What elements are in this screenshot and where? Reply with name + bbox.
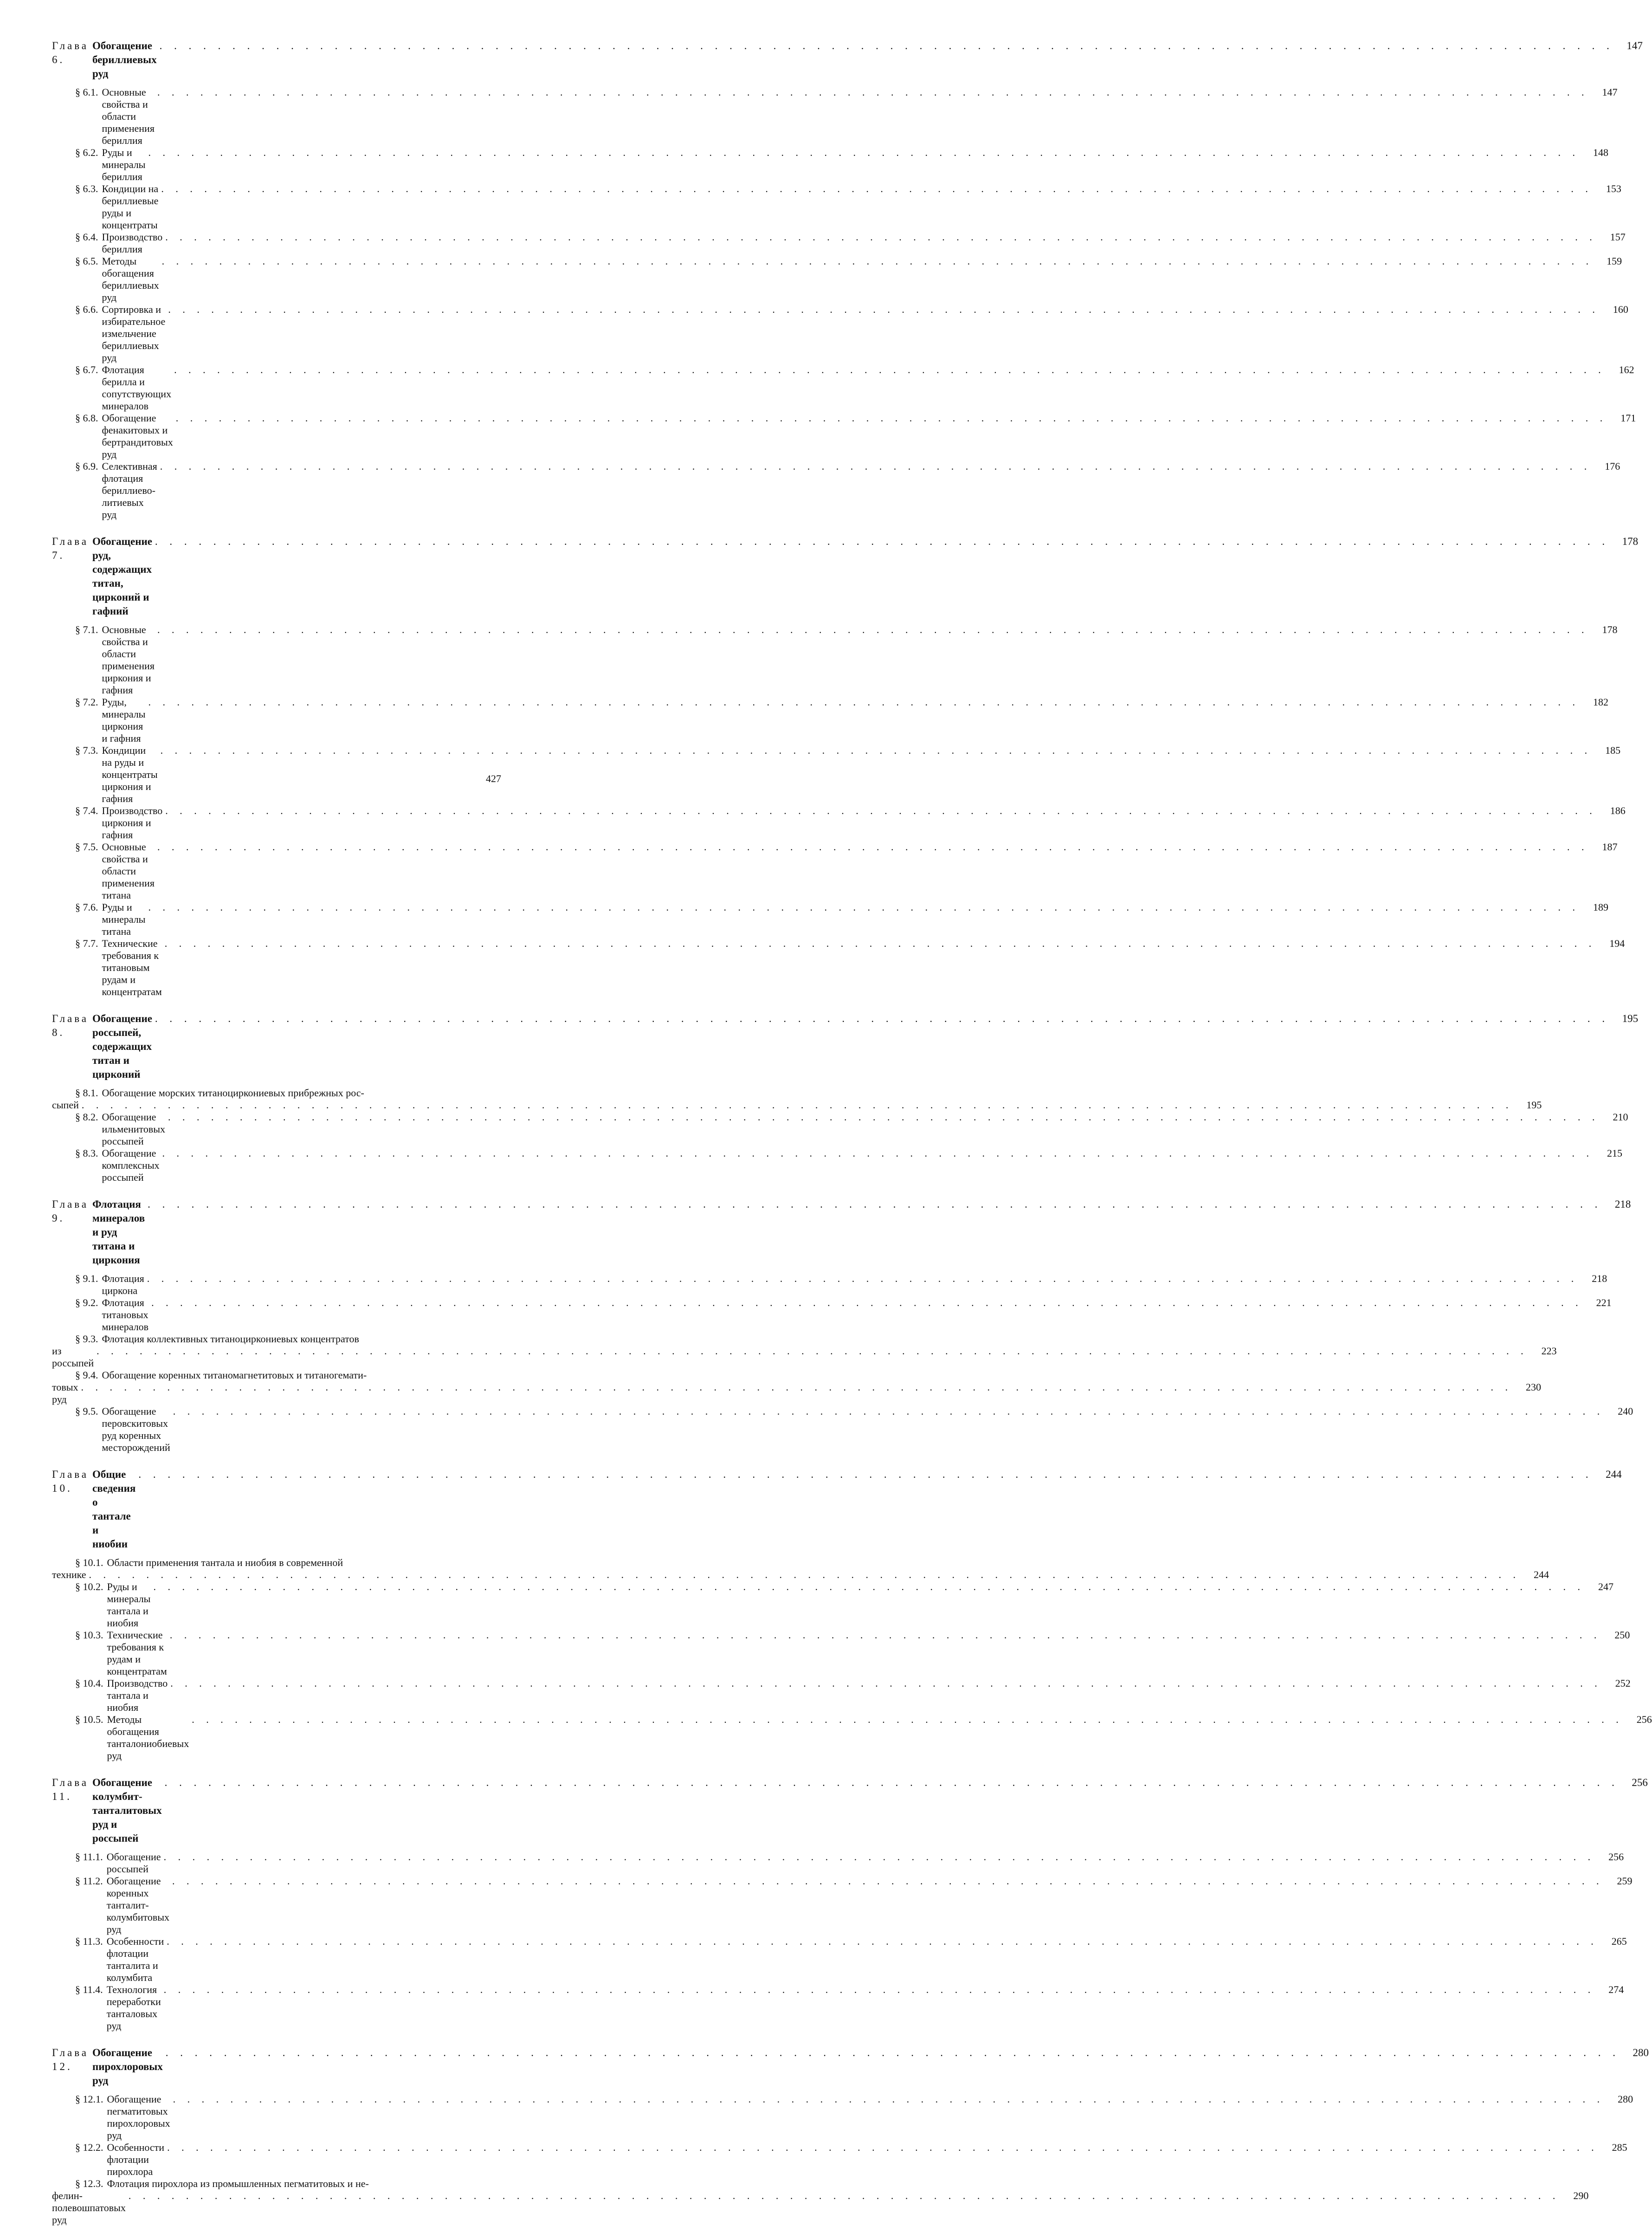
section-entry[interactable] — [75, 1147, 501, 1184]
section-entry[interactable] — [75, 1714, 501, 1762]
dot-leader — [155, 1012, 1609, 1026]
section-number: § 6.2. — [75, 147, 98, 159]
section-page: 195 — [1516, 1099, 1542, 1111]
section-page: 153 — [1595, 183, 1621, 195]
section-title: Обогащение ильменитовых россыпей — [102, 1111, 166, 1147]
dot-leader — [97, 1345, 1528, 1357]
dot-leader — [138, 1468, 1593, 1482]
dot-leader — [151, 1297, 1583, 1309]
dot-leader — [129, 2190, 1560, 2202]
chapter-title: Обогащение колумбит-танталитовых руд и россыпей — [92, 1776, 162, 1845]
section-entry[interactable] — [75, 2142, 501, 2178]
book-page — [0, 0, 557, 835]
section-title: Технология переработки танталовых руд — [107, 1984, 161, 2032]
section-entry[interactable] — [75, 1273, 501, 1297]
dot-leader — [161, 744, 1592, 757]
section-entry[interactable] — [75, 1333, 501, 1369]
chapter-title: Обогащение россыпей, содержащих титан и цирконий — [92, 1012, 152, 1081]
section-page: 189 — [1582, 901, 1608, 913]
section-page: 218 — [1581, 1273, 1607, 1285]
dot-leader — [153, 1581, 1585, 1593]
section-number: § 7.5. — [75, 841, 98, 853]
dot-leader — [147, 1273, 1579, 1285]
section-number: § 8.1. — [75, 1087, 98, 1099]
section-entry[interactable] — [75, 412, 501, 460]
section-title: Особенности флотации танталита и колумбита — [107, 1935, 164, 1984]
section-page: 256 — [1626, 1714, 1652, 1726]
section-list — [75, 2093, 501, 2226]
section-number: § 6.7. — [75, 364, 98, 376]
section-entry[interactable] — [75, 364, 501, 412]
dot-leader — [157, 86, 1589, 98]
chapter-heading[interactable] — [52, 535, 501, 618]
chapter-label: Глава 9. — [52, 1197, 89, 1225]
dot-leader — [148, 147, 1580, 159]
section-title: Обогащение коренных титаномагнетитовых и титаногемати- — [102, 1369, 367, 1381]
section-title: Основные свойства и области применения бериллия — [102, 86, 155, 147]
section-entry[interactable] — [75, 460, 501, 521]
section-entry[interactable] — [75, 1677, 501, 1714]
section-number: § 7.4. — [75, 805, 98, 817]
section-title: Методы обогащения бериллиевых руд — [102, 255, 159, 304]
section-first-line — [75, 1369, 464, 1381]
dot-leader — [168, 1111, 1600, 1123]
section-page: 178 — [1591, 624, 1617, 636]
section-title: Руды, минералы циркония и гафния — [102, 696, 146, 744]
section-page: 280 — [1607, 2093, 1633, 2105]
section-list — [75, 1851, 501, 2032]
section-page: 176 — [1594, 460, 1620, 472]
dot-leader — [148, 901, 1580, 913]
section-number: § 7.7. — [75, 938, 98, 950]
chapter-label: Глава 8. — [52, 1012, 89, 1040]
section-page: 171 — [1610, 412, 1636, 424]
chapter-label: Глава 10. — [52, 1468, 89, 1495]
section-number: § 6.9. — [75, 460, 98, 472]
section-number: § 7.2. — [75, 696, 98, 708]
section-number: § 6.3. — [75, 183, 98, 195]
section-title: Обогащение россыпей — [107, 1851, 161, 1875]
section-number: § 6.5. — [75, 255, 98, 267]
dot-leader — [157, 624, 1589, 636]
section-entry[interactable] — [75, 938, 501, 998]
section-title: Обогащение комплексных россыпей — [102, 1147, 160, 1184]
section-entry[interactable] — [75, 1935, 501, 1984]
dot-leader — [164, 1851, 1595, 1863]
chapter-page: 178 — [1612, 535, 1638, 549]
section-list — [75, 86, 501, 521]
section-title-cont: товых руд — [52, 1381, 78, 1405]
chapter-title: Обогащение руд, содержащих титан, цирконий и гафний — [92, 535, 152, 618]
section-title: Производство циркония и гафния — [102, 805, 163, 841]
dot-leader — [192, 1714, 1623, 1726]
section-title: Обогащение перовскитовых руд коренных месторождений — [102, 1405, 170, 1454]
chapter-heading[interactable] — [52, 2046, 501, 2088]
chapter-page: 256 — [1622, 1776, 1648, 1790]
section-title: Селективная флотация бериллиево-литиевых руд — [102, 460, 157, 521]
dot-leader — [148, 1197, 1602, 1211]
section-title: Обогащение коренных танталит-колумбитовых руд — [107, 1875, 169, 1935]
dot-leader — [165, 231, 1597, 243]
section-entry[interactable] — [75, 1851, 501, 1875]
chapter-heading[interactable] — [52, 1468, 501, 1551]
section-number: § 6.8. — [75, 412, 98, 424]
section-page: 250 — [1604, 1629, 1630, 1641]
table-of-contents — [52, 39, 501, 2226]
section-number: § 8.3. — [75, 1147, 98, 1159]
section-entry[interactable] — [75, 805, 501, 841]
dot-leader — [155, 535, 1609, 549]
section-first-line — [75, 1333, 464, 1345]
section-entry[interactable] — [75, 1111, 501, 1147]
section-page: 223 — [1531, 1345, 1557, 1357]
section-page: 182 — [1582, 696, 1608, 708]
dot-leader — [89, 1569, 1521, 1581]
section-page: 259 — [1607, 1875, 1633, 1887]
section-title: Флотация циркона — [102, 1273, 144, 1297]
chapter-title: Обогащение бериллиевых руд — [92, 39, 157, 81]
section-number: § 6.1. — [75, 86, 98, 98]
section-page: 162 — [1608, 364, 1634, 376]
section-list — [75, 1557, 501, 1762]
section-first-line — [75, 2178, 464, 2190]
chapter-heading[interactable] — [52, 1197, 501, 1267]
dot-leader — [166, 2046, 1620, 2060]
section-number: § 10.3. — [75, 1629, 103, 1641]
section-continuation — [52, 1381, 501, 1405]
section-continuation — [52, 1099, 501, 1111]
section-page: 147 — [1591, 86, 1617, 98]
section-page: 159 — [1596, 255, 1622, 267]
section-title: Флотация титановых минералов — [102, 1297, 149, 1333]
dot-leader — [157, 841, 1589, 853]
section-number: § 8.2. — [75, 1111, 98, 1123]
section-entry[interactable] — [75, 147, 501, 183]
section-entry[interactable] — [75, 624, 501, 696]
section-title: Технические требования к рудам и концентратам — [107, 1629, 167, 1677]
section-entry[interactable] — [75, 1557, 501, 1581]
chapter-label: Глава 11. — [52, 1776, 89, 1804]
section-number: § 10.4. — [75, 1677, 103, 1689]
section-number: § 10.1. — [75, 1557, 103, 1568]
chapter-title: Общие сведения о тантале и ниобии — [92, 1468, 136, 1551]
section-page: 290 — [1562, 2190, 1588, 2202]
section-title-cont: сыпей — [52, 1099, 79, 1111]
section-title: Кондиции на бериллиевые руды и концентраты — [102, 183, 159, 231]
section-number: § 6.4. — [75, 231, 98, 243]
section-title: Методы обогащения танталониобиевых руд — [107, 1714, 189, 1762]
section-number: § 7.1. — [75, 624, 98, 636]
chapter-heading[interactable] — [52, 39, 501, 81]
chapter-title: Обогащение пирохлоровых руд — [92, 2046, 163, 2088]
section-entry[interactable] — [75, 183, 501, 231]
section-number: § 11.3. — [75, 1935, 103, 1948]
chapter-label: Глава 12. — [52, 2046, 89, 2074]
chapter-title: Флотация минералов и руд титана и циркония — [92, 1197, 145, 1267]
chapter-heading[interactable] — [52, 1776, 501, 1845]
section-number: § 9.3. — [75, 1333, 98, 1345]
section-page: 185 — [1594, 744, 1620, 757]
dot-leader — [173, 2093, 1605, 2105]
section-page: 252 — [1605, 1677, 1631, 1689]
section-page: 240 — [1607, 1405, 1633, 1417]
section-number: § 12.2. — [75, 2142, 103, 2154]
section-title: Руды и минералы титана — [102, 901, 146, 938]
section-number: § 9.1. — [75, 1273, 98, 1285]
section-continuation — [52, 2190, 501, 2226]
section-page: 186 — [1600, 805, 1626, 817]
section-entry[interactable] — [75, 86, 501, 147]
section-entry[interactable] — [75, 696, 501, 744]
chapter-page: 195 — [1612, 1012, 1638, 1026]
dot-leader — [173, 1405, 1605, 1417]
section-continuation — [52, 1569, 501, 1581]
section-number: § 10.2. — [75, 1581, 103, 1593]
section-number: § 11.4. — [75, 1984, 103, 1996]
section-page: 194 — [1599, 938, 1625, 950]
section-title: Особенности флотации пирохлора — [107, 2142, 165, 2178]
dot-leader — [162, 1147, 1594, 1159]
section-page: 210 — [1602, 1111, 1628, 1123]
section-entry[interactable] — [75, 1297, 501, 1333]
section-title: Флотация пирохлора из промышленных пегматитовых и не- — [107, 2178, 369, 2189]
section-title-cont: технике — [52, 1569, 86, 1581]
section-title: Производство бериллия — [102, 231, 163, 255]
section-entry[interactable] — [75, 1875, 501, 1935]
dot-leader — [167, 1935, 1598, 1948]
section-number: § 7.6. — [75, 901, 98, 913]
dot-leader — [170, 1677, 1602, 1689]
section-list — [75, 624, 501, 998]
dot-leader — [160, 39, 1614, 53]
dot-leader — [164, 1984, 1595, 1996]
section-list — [75, 1273, 501, 1454]
dot-leader — [165, 938, 1596, 950]
section-first-line — [75, 1087, 464, 1099]
section-title-cont: фелин-полевошпатовых руд — [52, 2190, 126, 2226]
dot-leader — [148, 696, 1580, 708]
section-title: Флотация берилла и сопутствующих минералов — [102, 364, 172, 412]
section-number: § 9.4. — [75, 1369, 98, 1381]
section-title: Обогащение морских титаноциркониевых прибрежных рос- — [102, 1087, 364, 1099]
dot-leader — [165, 805, 1597, 817]
section-title-cont: из россыпей — [52, 1345, 94, 1369]
section-number: § 11.1. — [75, 1851, 103, 1863]
section-title: Области применения тантала и ниобия в современной — [107, 1557, 343, 1568]
section-entry[interactable] — [75, 1984, 501, 2032]
section-entry[interactable] — [75, 841, 501, 901]
section-continuation — [52, 1345, 501, 1369]
chapter-page: 218 — [1605, 1197, 1631, 1211]
section-page: 244 — [1523, 1569, 1549, 1581]
dot-leader — [170, 1629, 1601, 1641]
section-title: Флотация коллективных титаноциркониевых концентратов — [102, 1333, 359, 1345]
dot-leader — [165, 1776, 1619, 1790]
section-page: 256 — [1598, 1851, 1624, 1863]
section-title: Кондиции на руды и концентраты циркония и гафния — [102, 744, 158, 805]
section-title: Основные свойства и области применения циркония и гафния — [102, 624, 155, 696]
chapter-label: Глава 6. — [52, 39, 89, 67]
section-entry[interactable] — [75, 231, 501, 255]
page-number: 427 — [486, 773, 501, 785]
section-page: 157 — [1600, 231, 1626, 243]
section-number: § 9.2. — [75, 1297, 98, 1309]
section-title: Руды и минералы тантала и ниобия — [107, 1581, 151, 1629]
section-page: 247 — [1587, 1581, 1613, 1593]
section-title: Руды и минералы бериллия — [102, 147, 146, 183]
dot-leader — [172, 1875, 1604, 1887]
section-page: 230 — [1515, 1381, 1541, 1393]
section-number: § 12.1. — [75, 2093, 103, 2105]
section-page: 285 — [1601, 2142, 1627, 2154]
section-list — [75, 1087, 501, 1184]
section-title: Обогащение пегматитовых пирохлоровых руд — [107, 2093, 170, 2142]
section-number: § 7.3. — [75, 744, 98, 757]
dot-leader — [176, 412, 1607, 424]
section-entry[interactable] — [75, 1581, 501, 1629]
dot-leader — [160, 460, 1592, 472]
section-first-line — [75, 1557, 464, 1569]
section-title: Основные свойства и области применения титана — [102, 841, 155, 901]
chapter-heading[interactable] — [52, 1012, 501, 1081]
section-entry[interactable] — [75, 1405, 501, 1454]
section-number: § 9.5. — [75, 1405, 98, 1417]
section-page: 160 — [1602, 304, 1628, 316]
chapter-page: 280 — [1623, 2046, 1649, 2060]
section-title: Сортировка и избирательное измельчение бериллиевых руд — [102, 304, 166, 364]
section-title: Технические требования к титановым рудам и концентратам — [102, 938, 162, 998]
section-entry[interactable] — [75, 1087, 501, 1111]
section-entry[interactable] — [75, 744, 501, 805]
section-entry[interactable] — [75, 2178, 501, 2226]
section-entry[interactable] — [75, 255, 501, 304]
section-entry[interactable] — [75, 2093, 501, 2142]
section-entry[interactable] — [75, 901, 501, 938]
dot-leader — [167, 2142, 1599, 2154]
dot-leader — [161, 183, 1593, 195]
chapter-label: Глава 7. — [52, 535, 89, 563]
section-entry[interactable] — [75, 1369, 501, 1405]
section-page: 221 — [1586, 1297, 1612, 1309]
section-page: 187 — [1591, 841, 1617, 853]
section-entry[interactable] — [75, 1629, 501, 1677]
section-number: § 10.5. — [75, 1714, 103, 1726]
dot-leader — [174, 364, 1606, 376]
section-title: Производство тантала и ниобия — [107, 1677, 168, 1714]
dot-leader — [81, 1381, 1513, 1393]
section-page: 148 — [1582, 147, 1608, 159]
chapter-page: 244 — [1596, 1468, 1622, 1482]
section-page: 215 — [1596, 1147, 1622, 1159]
section-page: 265 — [1601, 1935, 1627, 1948]
section-number: § 11.2. — [75, 1875, 103, 1887]
dot-leader — [82, 1099, 1513, 1111]
section-number: § 12.3. — [75, 2178, 103, 2189]
section-title: Обогащение фенакитовых и бертрандитовых руд — [102, 412, 173, 460]
dot-leader — [168, 304, 1600, 316]
dot-leader — [162, 255, 1594, 267]
section-page: 274 — [1598, 1984, 1624, 1996]
section-entry[interactable] — [75, 304, 501, 364]
section-number: § 6.6. — [75, 304, 98, 316]
chapter-page: 147 — [1617, 39, 1643, 53]
